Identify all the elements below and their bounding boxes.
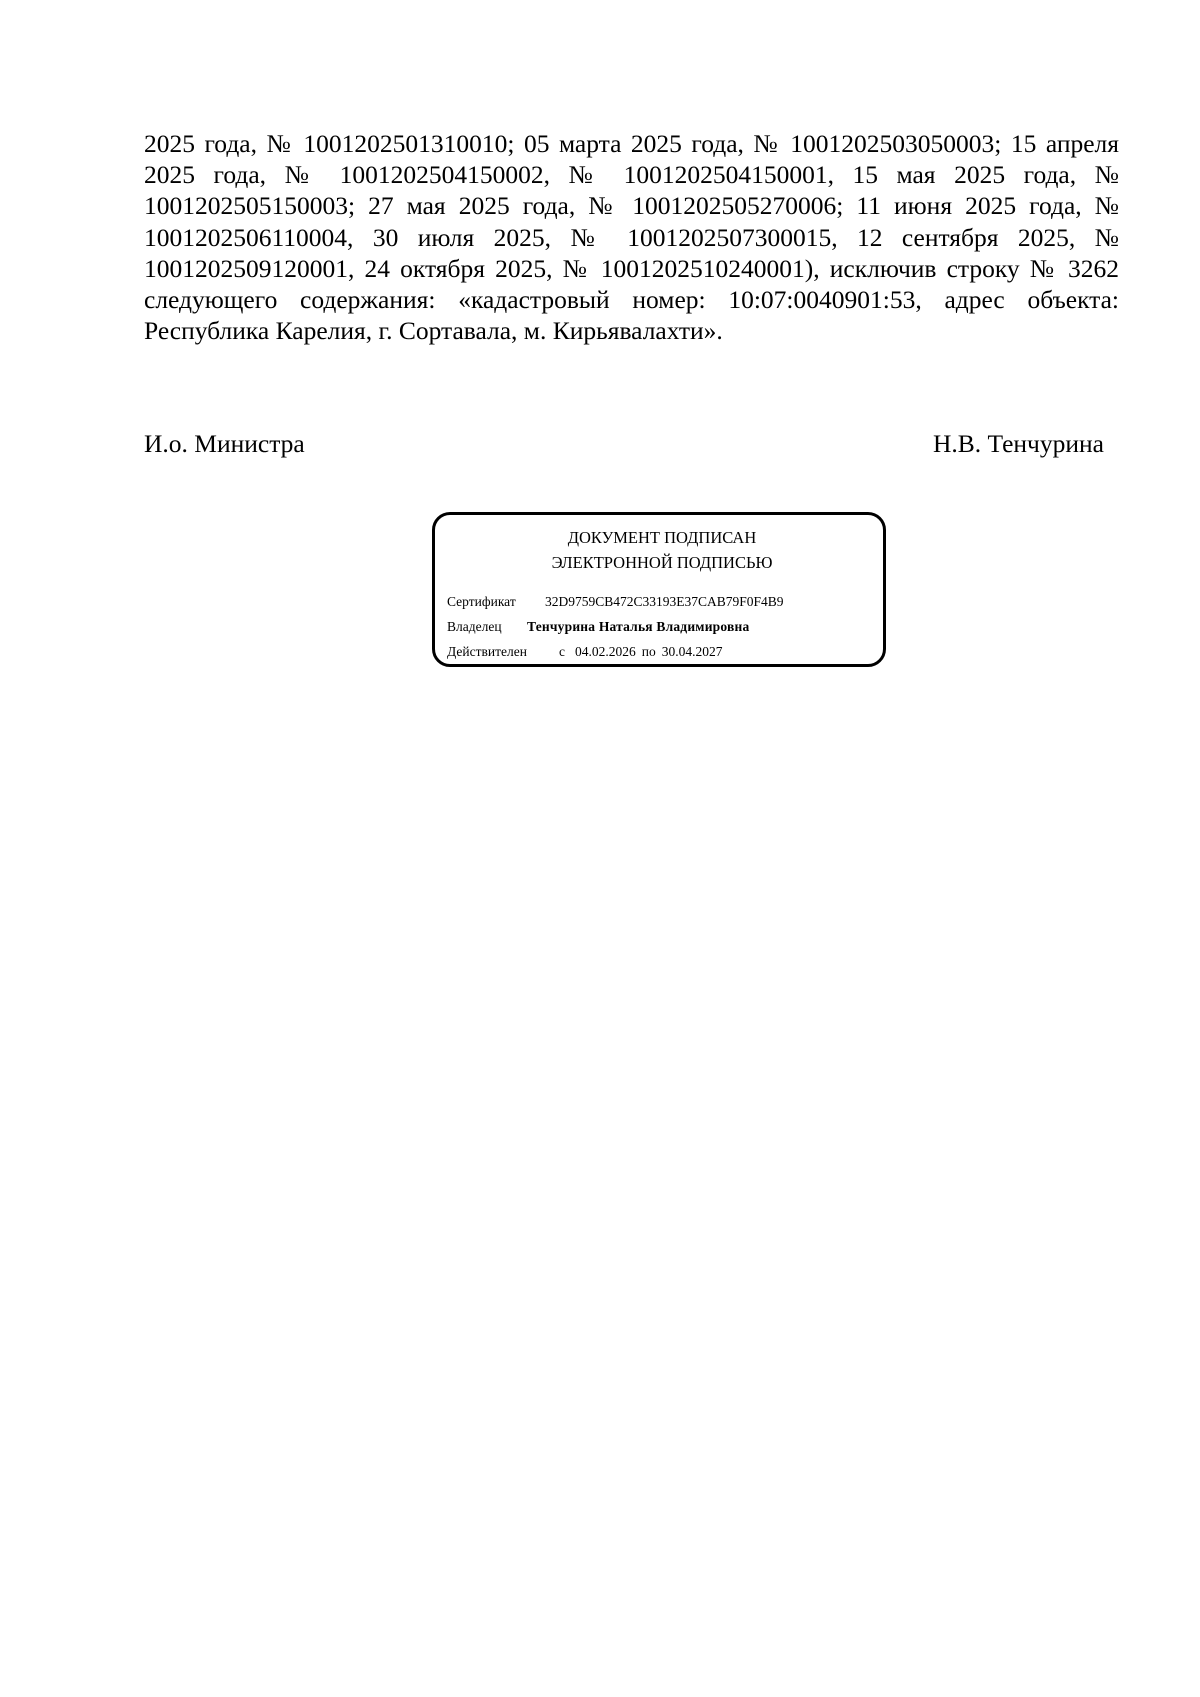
validity-label: Действителен <box>447 644 527 659</box>
stamp-title-line-2: ЭЛЕКТРОННОЙ ПОДПИСЬЮ <box>551 553 773 572</box>
stamp-title <box>435 525 889 575</box>
valid-to-word: по <box>641 644 656 659</box>
valid-to-date: 30.04.2027 <box>661 644 723 659</box>
body-paragraph: 2025 года, № 1001202501310010; 05 марта 2025 года, № 1001202503050003; 15 апреля 2025 года, № 1001202504150002, № 1001202504150001, 15 мая 2025 года, № 1001202505150003; 27 мая 2025 года, № 1001202505270006; 11 июня 2025 года, № 1001202506110004, 30 июля 2025, № 1001202507300015, 12 сентября 2025, № 1001202509120001, 24 октября 2025, № 1001202510240001), исключив строку № 3262 следующего содержания: «кадастровый номер: 10:07:0040901:53, адрес объекта: Республика Карелия, г. Сортавала, м. Кирьявалахти». <box>144 129 1119 346</box>
signatory-name: Н.В. Тенчурина <box>932 429 1104 458</box>
certificate-label: Сертификат <box>447 594 516 609</box>
valid-from-word: с <box>559 644 565 659</box>
stamp-title-line-1: ДОКУМЕНТ ПОДПИСАН <box>567 528 757 547</box>
stamp-certificate-row <box>447 593 784 611</box>
valid-from-date: 04.02.2026 <box>575 644 636 659</box>
certificate-value: 32D9759CB472C33193E37CAB79F0F4B9 <box>545 594 784 609</box>
owner-value: Тенчурина Наталья Владимировна <box>527 619 750 634</box>
stamp-validity-row <box>447 643 722 661</box>
electronic-signature-stamp <box>432 512 886 667</box>
signatory-role: И.о. Министра <box>144 429 305 458</box>
stamp-owner-row <box>447 618 749 636</box>
owner-label: Владелец <box>447 619 502 634</box>
